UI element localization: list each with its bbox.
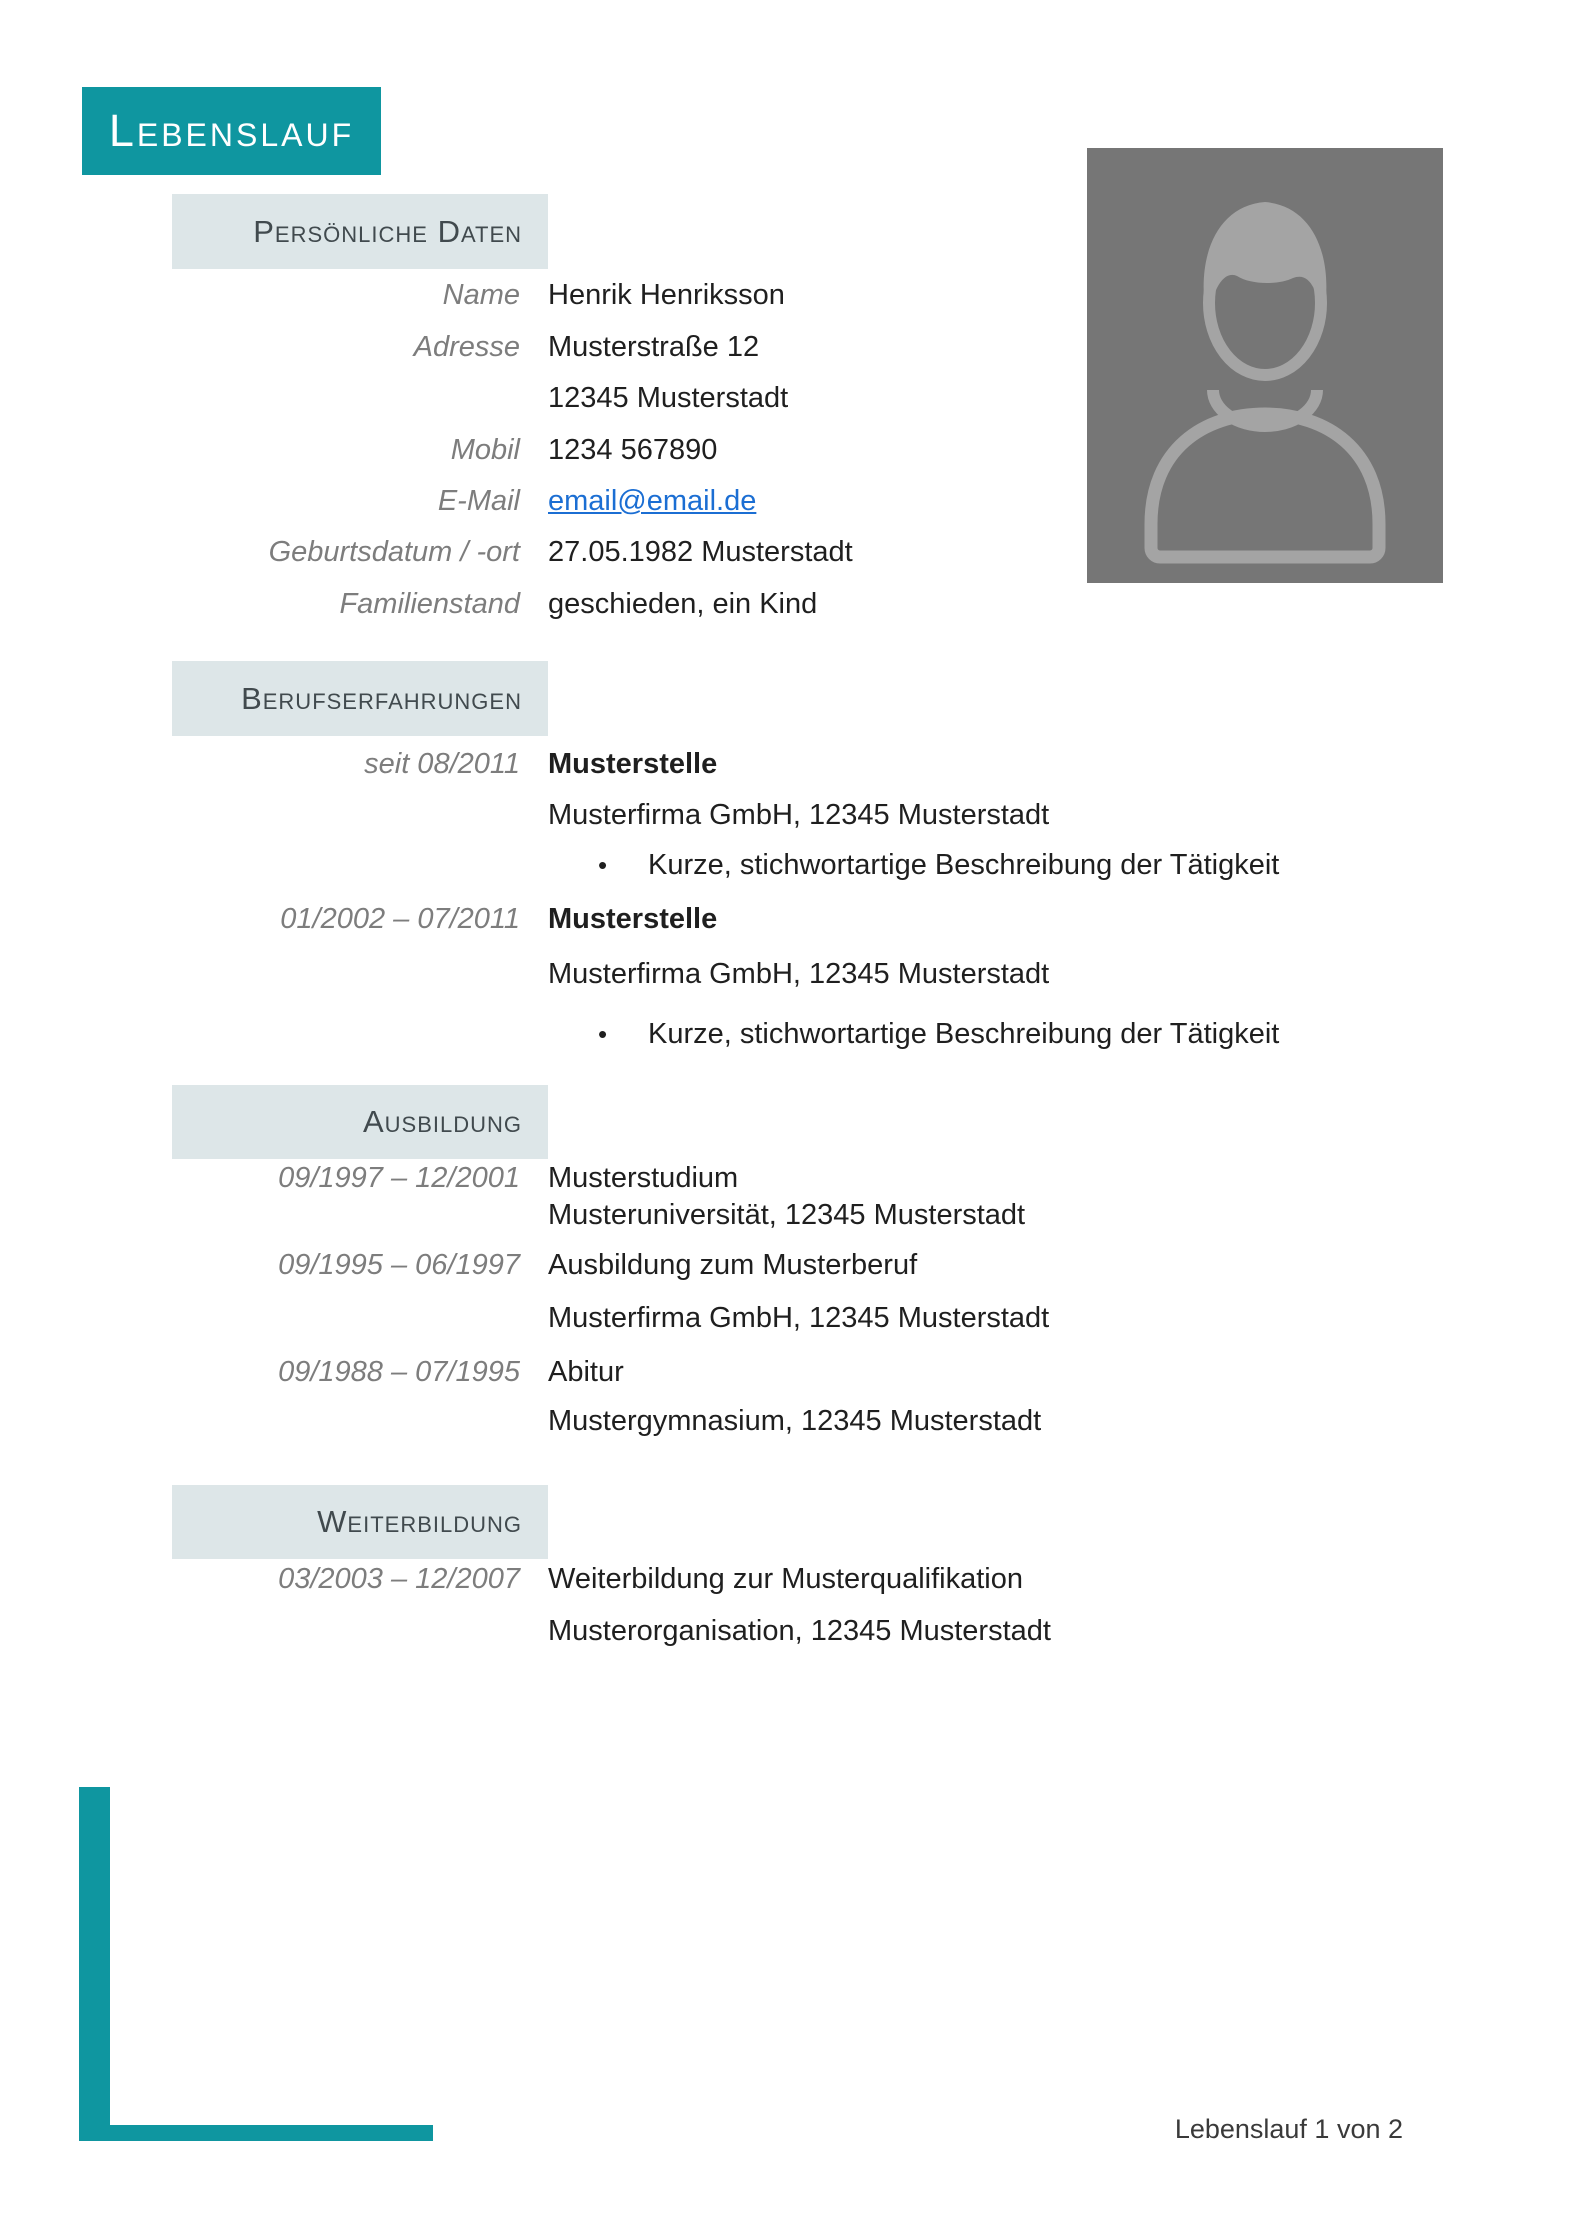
experience-entry-period-role (0, 743, 1570, 785)
field-value: Musterstraße 12 (548, 331, 760, 363)
personal-row-address-2 (0, 377, 1570, 419)
personal-row-marital (0, 583, 1570, 625)
education-entry-period-title (0, 1351, 1570, 1393)
field-label: Familienstand (339, 588, 520, 620)
entry-bullet-text: Kurze, stichwortartige Beschreibung der Tätigkeit (648, 1018, 1280, 1050)
personal-row-birth (0, 531, 1570, 573)
field-label: Name (442, 279, 520, 311)
experience-entry-period-role (0, 898, 1570, 940)
education-entry-org (0, 1400, 1570, 1442)
section-heading-training (172, 1485, 548, 1559)
entry-period: 09/1995 – 06/1997 (278, 1249, 520, 1281)
entry-period: 09/1988 – 07/1995 (278, 1356, 520, 1388)
field-value: 12345 Musterstadt (548, 382, 789, 414)
field-value: 27.05.1982 Musterstadt (548, 536, 853, 568)
field-value: Henrik Henriksson (548, 279, 785, 311)
field-label: E-Mail (437, 485, 520, 517)
bullet-icon: • (598, 850, 608, 880)
entry-title: Ausbildung zum Musterberuf (548, 1249, 918, 1281)
personal-row-name (0, 274, 1570, 316)
experience-entry-bullet (0, 1013, 1570, 1055)
education-entry-period-title (0, 1244, 1570, 1286)
entry-role: Musterstelle (548, 748, 718, 780)
entry-period: 03/2003 – 12/2007 (278, 1563, 520, 1595)
entry-title: Weiterbildung zur Musterqualifikation (548, 1563, 1023, 1595)
section-heading-label: Ausbildung (362, 1104, 522, 1139)
section-heading-personal (172, 194, 548, 269)
document-title-box (82, 87, 381, 175)
field-label: Mobil (450, 434, 520, 466)
section-heading-experience (172, 661, 548, 736)
entry-bullet-text: Kurze, stichwortartige Beschreibung der Tätigkeit (648, 849, 1280, 881)
field-value: geschieden, ein Kind (548, 588, 818, 620)
education-entry-period-title (0, 1157, 1570, 1199)
page-footer: Lebenslauf 1 von 2 (1174, 2114, 1403, 2144)
entry-period: 09/1997 – 12/2001 (278, 1162, 520, 1194)
entry-org: Mustergymnasium, 12345 Musterstadt (548, 1405, 1042, 1437)
experience-entry-company (0, 794, 1570, 836)
education-entry-org (0, 1194, 1570, 1236)
email-link[interactable]: email@email.de (548, 485, 757, 517)
education-entry-org (0, 1297, 1570, 1339)
training-entry-period-title (0, 1558, 1570, 1600)
field-value: 1234 567890 (548, 434, 718, 466)
entry-company: Musterfirma GmbH, 12345 Musterstadt (548, 958, 1050, 990)
training-entry-org (0, 1610, 1570, 1652)
entry-title: Musterstudium (548, 1162, 739, 1194)
section-heading-label: Berufserfahrungen (241, 680, 522, 716)
entry-org: Musterfirma GmbH, 12345 Musterstadt (548, 1302, 1050, 1334)
personal-row-email (0, 480, 1570, 522)
entry-org: Musteruniversität, 12345 Musterstadt (548, 1199, 1026, 1231)
bullet-icon: • (598, 1019, 608, 1049)
entry-title: Abitur (548, 1356, 624, 1388)
personal-row-address (0, 326, 1570, 368)
section-heading-education (172, 1085, 548, 1159)
experience-entry-company (0, 953, 1570, 995)
field-label: Adresse (413, 331, 520, 363)
document-title: Lebenslauf (108, 105, 355, 156)
section-heading-label: Persönliche Daten (253, 213, 522, 249)
entry-period: seit 08/2011 (364, 748, 520, 780)
entry-org: Musterorganisation, 12345 Musterstadt (548, 1615, 1051, 1647)
entry-company: Musterfirma GmbH, 12345 Musterstadt (548, 799, 1050, 831)
decorative-corner-vertical-bar (79, 1787, 110, 2141)
section-heading-label: Weiterbildung (317, 1504, 522, 1539)
field-label: Geburtsdatum / -ort (268, 536, 520, 568)
entry-role: Musterstelle (548, 903, 718, 935)
decorative-corner-horizontal-bar (110, 2125, 433, 2141)
experience-entry-bullet (0, 844, 1570, 886)
personal-row-mobile (0, 429, 1570, 471)
entry-period: 01/2002 – 07/2011 (280, 903, 520, 935)
